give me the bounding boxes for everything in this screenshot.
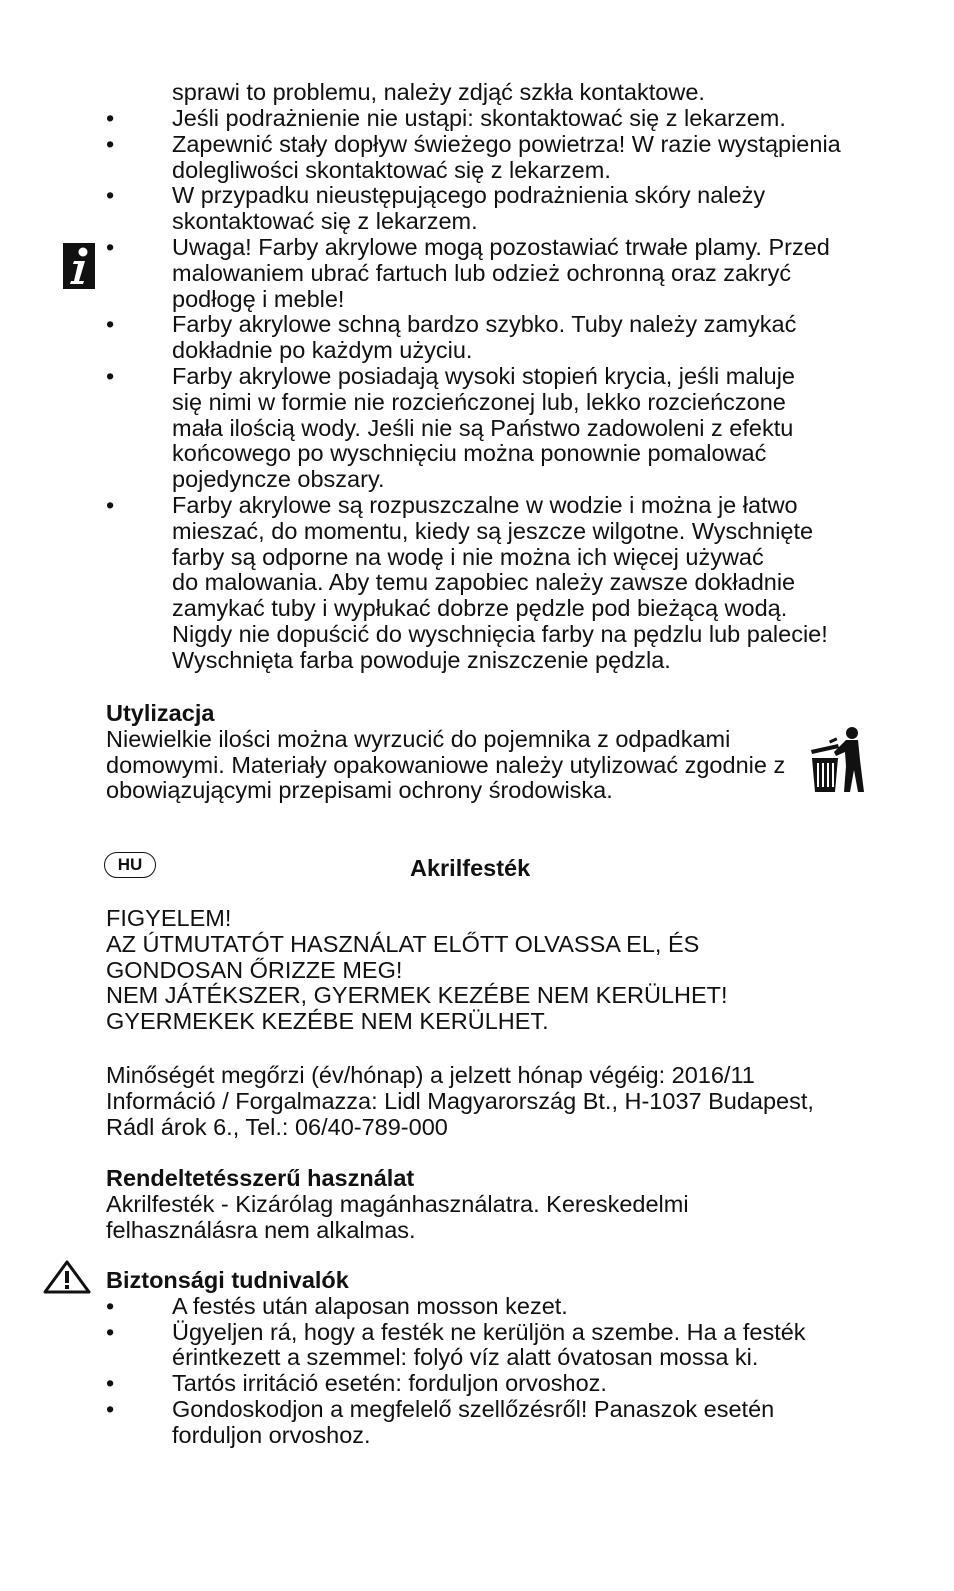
bullet-line: do malowania. Aby temu zapobiec należy zawsze dokładnie: [172, 569, 796, 596]
warning-line: GYERMEKEK KEZÉBE NEM KERÜLHET.: [106, 1008, 549, 1035]
bullet-line: farby są odporne na wodę i nie można ich więcej używać: [172, 543, 764, 570]
pl-continuation: [106, 80, 846, 106]
bullet-line: pojedyncze obszary.: [172, 466, 385, 493]
pl-continuation-block: [106, 80, 846, 106]
bullet-line: mieszać, do momentu, kiedy są jeszcze wilgotne. Wyschnięte: [172, 517, 814, 544]
paragraph-line: domowymi. Materiały opakowaniowe należy utylizować zgodnie z: [106, 751, 786, 778]
paragraph-line: Akrilfesték - Kizárólag magánhasználatra. Kereskedelmi: [106, 1190, 689, 1217]
section-heading: Utylizacja: [106, 700, 215, 726]
bullet-line: Nigdy nie dopuścić do wyschnięcia farby na pędzlu lub palecie!: [172, 620, 828, 647]
list-item: [106, 235, 846, 312]
bullet-line: Ügyeljen rá, hogy a festék ne kerüljön a szembe. Ha a festék: [172, 1318, 806, 1345]
list-item: [106, 1294, 846, 1320]
warning-line: AZ ÚTMUTATÓT HASZNÁLAT ELŐTT OLVASSA EL, ÉS: [106, 930, 700, 957]
warning-line: GONDOSAN ŐRIZZE MEG!: [106, 956, 403, 983]
list-item: [106, 364, 846, 493]
bullet-line: Tartós irritáció esetén: forduljon orvoshoz.: [172, 1370, 607, 1397]
section-heading: Rendeltetésszerű használat: [106, 1165, 415, 1191]
bullet-line: Farby akrylowe posiadają wysoki stopień krycia, jeśli maluje: [172, 362, 796, 389]
bullet-line: Wyschnięta farba powoduje zniszczenie pędzla.: [172, 646, 671, 673]
bullet: •: [106, 1370, 115, 1397]
list-item: [106, 132, 846, 184]
bullet: •: [106, 1292, 115, 1319]
bullet: •: [106, 105, 115, 131]
warning-triangle-icon: [43, 1260, 91, 1294]
pl-continuation-text: sprawi to problemu, należy zdjąć szkła kontaktowe.: [172, 79, 705, 105]
list-item: [106, 1371, 846, 1397]
bullet-line: mała ilością wody. Jeśli nie są Państwo zadowoleni z efektu: [172, 414, 794, 441]
info-icon: [63, 243, 95, 289]
bullet: •: [106, 182, 115, 209]
bullet: •: [106, 1395, 115, 1422]
bullet-line: podłogę i meble!: [172, 285, 345, 312]
bullet-line: dolegliwości skontaktować się z lekarzem.: [172, 156, 611, 183]
hu-warning-block: [106, 906, 846, 1035]
bullet-line: się nimi w formie nie rozcieńczonej lub, lekko rozcieńczone: [172, 388, 786, 415]
bullet-line: forduljon orvoshoz.: [172, 1421, 371, 1448]
bullet-line: Uwaga! Farby akrylowe mogą pozostawiać trwałe plamy. Przed: [172, 233, 830, 260]
bullet: •: [106, 362, 115, 389]
bullet-line: końcowego po wyschnięciu można ponownie pomalować: [172, 440, 767, 467]
list-item: [106, 312, 846, 364]
document-title: Akrilfesték: [410, 855, 531, 881]
paragraph-line: Niewielkie ilości można wyrzucić do pojemnika z odpadkami: [106, 725, 731, 752]
list-item: [106, 106, 846, 132]
paragraph-line: felhasználásra nem alkalmas.: [106, 1216, 416, 1243]
pl-disposal-section: [106, 701, 846, 804]
bullet-line: Farby akrylowe są rozpuszczalne w wodzie i można je łatwo: [172, 491, 798, 518]
bullet-line: Jeśli podrażnienie nie ustąpi: skontaktować się z lekarzem.: [172, 105, 786, 131]
hu-safety-section: [106, 1268, 846, 1449]
bullet-line: Gondoskodjon a megfelelő szellőzésről! Panaszok esetén: [172, 1395, 775, 1422]
bullet: •: [106, 311, 115, 338]
info-line: Minőségét megőrzi (év/hónap) a jelzett hónap végéig: 2016/11: [106, 1062, 755, 1088]
bullet-line: skontaktować się z lekarzem.: [172, 208, 478, 235]
list-item: [106, 493, 846, 674]
bullet-line: W przypadku nieustępującego podrażnienia skóry należy: [172, 182, 766, 209]
warning-line: NEM JÁTÉKSZER, GYERMEK KEZÉBE NEM KERÜLHET!: [106, 982, 728, 1009]
bullet-line: Farby akrylowe schną bardzo szybko. Tuby należy zamykać: [172, 311, 797, 338]
hu-info-block: [106, 1063, 846, 1140]
paragraph-line: obowiązującymi przepisami ochrony środowiska.: [106, 777, 613, 804]
list-item: [106, 1397, 846, 1449]
bullet: •: [106, 1318, 115, 1345]
bullet-line: malowaniem ubrać fartuch lub odzież ochronną oraz zakryć: [172, 259, 792, 286]
pl-bullet-list: [106, 106, 846, 674]
bullet: •: [106, 233, 115, 260]
list-item: [106, 1320, 846, 1372]
bullet: •: [106, 491, 115, 518]
bullet-line: Zapewnić stały dopływ świeżego powietrza! W razie wystąpienia: [172, 130, 841, 157]
hu-intended-use-section: [106, 1166, 846, 1243]
bullet-line: érintkezett a szemmel: folyó víz alatt óvatosan mossa ki.: [172, 1344, 759, 1371]
trash-disposal-icon: [808, 726, 864, 794]
section-heading: Biztonsági tudnivalók: [106, 1267, 349, 1293]
bullet-line: A festés után alaposan mosson kezet.: [172, 1292, 568, 1319]
bullet-line: dokładnie po każdym użyciu.: [172, 337, 473, 364]
bullet-line: zamykać tuby i wypłukać dobrze pędzle pod bieżącą wodą.: [172, 595, 788, 622]
bullet: •: [106, 130, 115, 157]
warning-line: FIGYELEM!: [106, 905, 232, 931]
list-item: [106, 183, 846, 235]
info-line: Rádl árok 6., Tel.: 06/40-789-000: [106, 1113, 448, 1140]
info-line: Információ / Forgalmazza: Lidl Magyarország Bt., H-1037 Budapest,: [106, 1087, 814, 1114]
language-badge-hu: HU: [104, 852, 156, 878]
